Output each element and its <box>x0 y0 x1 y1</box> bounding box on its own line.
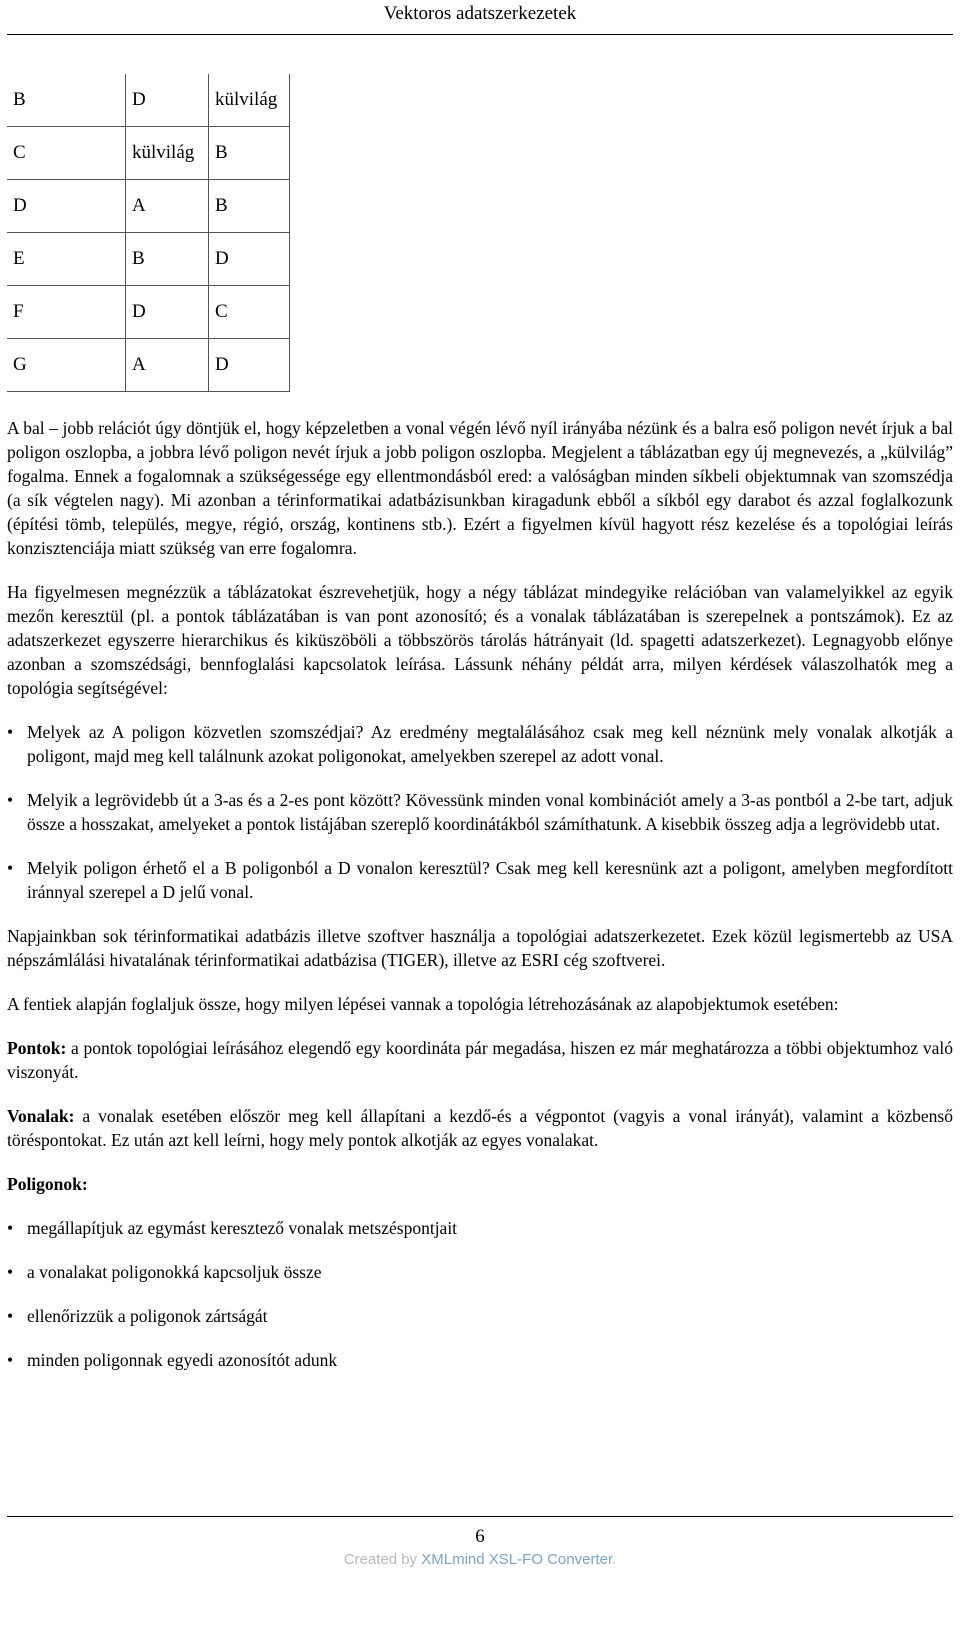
table-cell: B <box>209 127 290 180</box>
running-header <box>7 0 953 35</box>
converter-credit <box>7 1551 953 1569</box>
converter-suffix: . <box>612 1551 617 1568</box>
question-list <box>7 720 953 904</box>
paragraph-vonalak <box>7 1104 953 1152</box>
list-item: • megállapítjuk az egymást keresztező vonalak metszéspontjait <box>7 1216 953 1240</box>
table-cell: A <box>126 180 209 233</box>
table-cell: E <box>7 233 126 286</box>
table-cell: D <box>209 339 290 392</box>
table-cell: A <box>126 339 209 392</box>
vonalak-label: Vonalak: <box>7 1106 75 1126</box>
converter-prefix: Created by <box>343 1551 422 1568</box>
converter-brand: XMLmind XSL-FO Converter <box>421 1551 613 1568</box>
paragraph-poligonok <box>7 1172 953 1196</box>
page-number: 6 <box>475 1526 485 1547</box>
pontok-label: Pontok: <box>7 1038 67 1058</box>
paragraph-fentiek: A fentiek alapján foglaljuk össze, hogy milyen lépései vannak a topológia létrehozásának az alapobjektumok esetében: <box>7 994 839 1014</box>
table-cell: D <box>7 180 126 233</box>
table-cell: D <box>126 286 209 339</box>
paragraph-bal-jobb: A bal – jobb relációt úgy döntjük el, hogy képzeletben a vonal végén lévő nyíl irányába nézünk és a balra eső poligon nevét írjuk a bal poligon oszlopba, a jobbra lévő poligon nevét írjuk a jobb poligon oszlopba. Megjelent a táblázatban egy új megnevezés, a „külvilág” fogalma. Ennek a fogalomnak a szükségessége egy ellentmondásból ered: a valóságban minden síkbeli objektumnak van szomszédja (a sík végtelen nagy). Mi azonban a térinformatikai adatbázisunkban kiragadunk ebből a síkból egy darabot és azzal foglalkozunk (építési tömb, település, megye, régió, ország, kontinens stb.). Ezért a figyelmen kívül hagyott rész kezelése és a topológiai leírás konzisztenciája miatt szükség van erre fogalomra. <box>7 418 953 558</box>
table-cell: B <box>209 180 290 233</box>
paragraph-napjainkban: Napjainkban sok térinformatikai adatbázis illetve szoftver használja a topológiai adatszerkezetet. Ezek közül legismertebb az USA népszámlálási hivatalának térinformatikai adatbázisa (TIGER), illetve az ESRI cég szoftverei. <box>7 926 953 970</box>
table-cell: külvilág <box>209 74 290 127</box>
list-item: • minden poligonnak egyedi azonosítót adunk <box>7 1348 953 1372</box>
table-cell: D <box>209 233 290 286</box>
table-row <box>7 233 290 286</box>
table-row <box>7 74 290 127</box>
page-footer <box>7 1516 953 1569</box>
table-cell: G <box>7 339 126 392</box>
relation-table <box>7 74 290 392</box>
table-cell: külvilág <box>126 127 209 180</box>
list-item: • ellenőrizzük a poligonok zártságát <box>7 1304 953 1328</box>
table-row <box>7 339 290 392</box>
table-cell: C <box>209 286 290 339</box>
table-row <box>7 180 290 233</box>
pontok-text: a pontok topológiai leírásához elegendő egy koordináta pár megadása, hiszen ez már meghatározza a többi objektumhoz való viszonyát. <box>7 1038 953 1082</box>
page-content <box>7 40 953 1372</box>
list-item: • a vonalakat poligonokká kapcsoljuk össze <box>7 1260 953 1284</box>
list-item: • Melyek az A poligon közvetlen szomszédjai? Az eredmény megtalálásához csak meg kell néznünk mely vonalak alkotják a poligont, majd meg kell találnunk azokat poligonokat, amelyekben szerepel az adott vonal. <box>7 720 953 768</box>
table-cell: C <box>7 127 126 180</box>
table-cell: F <box>7 286 126 339</box>
table-cell: B <box>126 233 209 286</box>
vonalak-text: a vonalak esetében először meg kell állapítani a kezdő-és a végpontot (vagyis a vonal irányát), valamint a közbenső töréspontokat. Ez után azt kell leírni, hogy mely pontok alkotják az egyes vonalakat. <box>7 1106 953 1150</box>
header-title: Vektoros adatszerkezetek <box>383 3 577 24</box>
table-cell: B <box>7 74 126 127</box>
paragraph-pontok <box>7 1036 953 1084</box>
table-row <box>7 286 290 339</box>
list-item: • Melyik poligon érhető el a B poligonból a D vonalon keresztül? Csak meg kell keresnünk azt a poligont, amelyben megfordított iránnyal szerepel a D jelű vonal. <box>7 856 953 904</box>
list-item: • Melyik a legrövidebb út a 3-as és a 2-es pont között? Kövessünk minden vonal kombinációt amely a 3-as pontból a 2-be tart, adjuk össze a hosszakat, amelyeket a pontok listájában szereplő koordinátákból számíthatunk. A kisebbik összeg adja a legrövidebb utat. <box>7 788 953 836</box>
table-cell: D <box>126 74 209 127</box>
poligonok-label: Poligonok: <box>7 1174 88 1194</box>
table-row <box>7 127 290 180</box>
paragraph-tablazatok: Ha figyelmesen megnézzük a táblázatokat észrevehetjük, hogy a négy táblázat mindegyike relációban van valamelyikkel az egyik mezőn keresztül (pl. a pontok táblázatában is van pont azonosító; és a vonalak táblázatában is szerepelnek a pontszámok). Ez az adatszerkezet egyszerre hierarchikus és kiküszöböli a többszörös tárolás hátrányait (ld. spagetti adatszerkezet). Legnagyobb előnye azonban a szomszédsági, bennfoglalási kapcsolatok leírása. Lássunk néhány példát arra, milyen kérdések válaszolhatók meg a topológia segítségével: <box>7 582 953 698</box>
poligon-steps-list <box>7 1216 953 1372</box>
